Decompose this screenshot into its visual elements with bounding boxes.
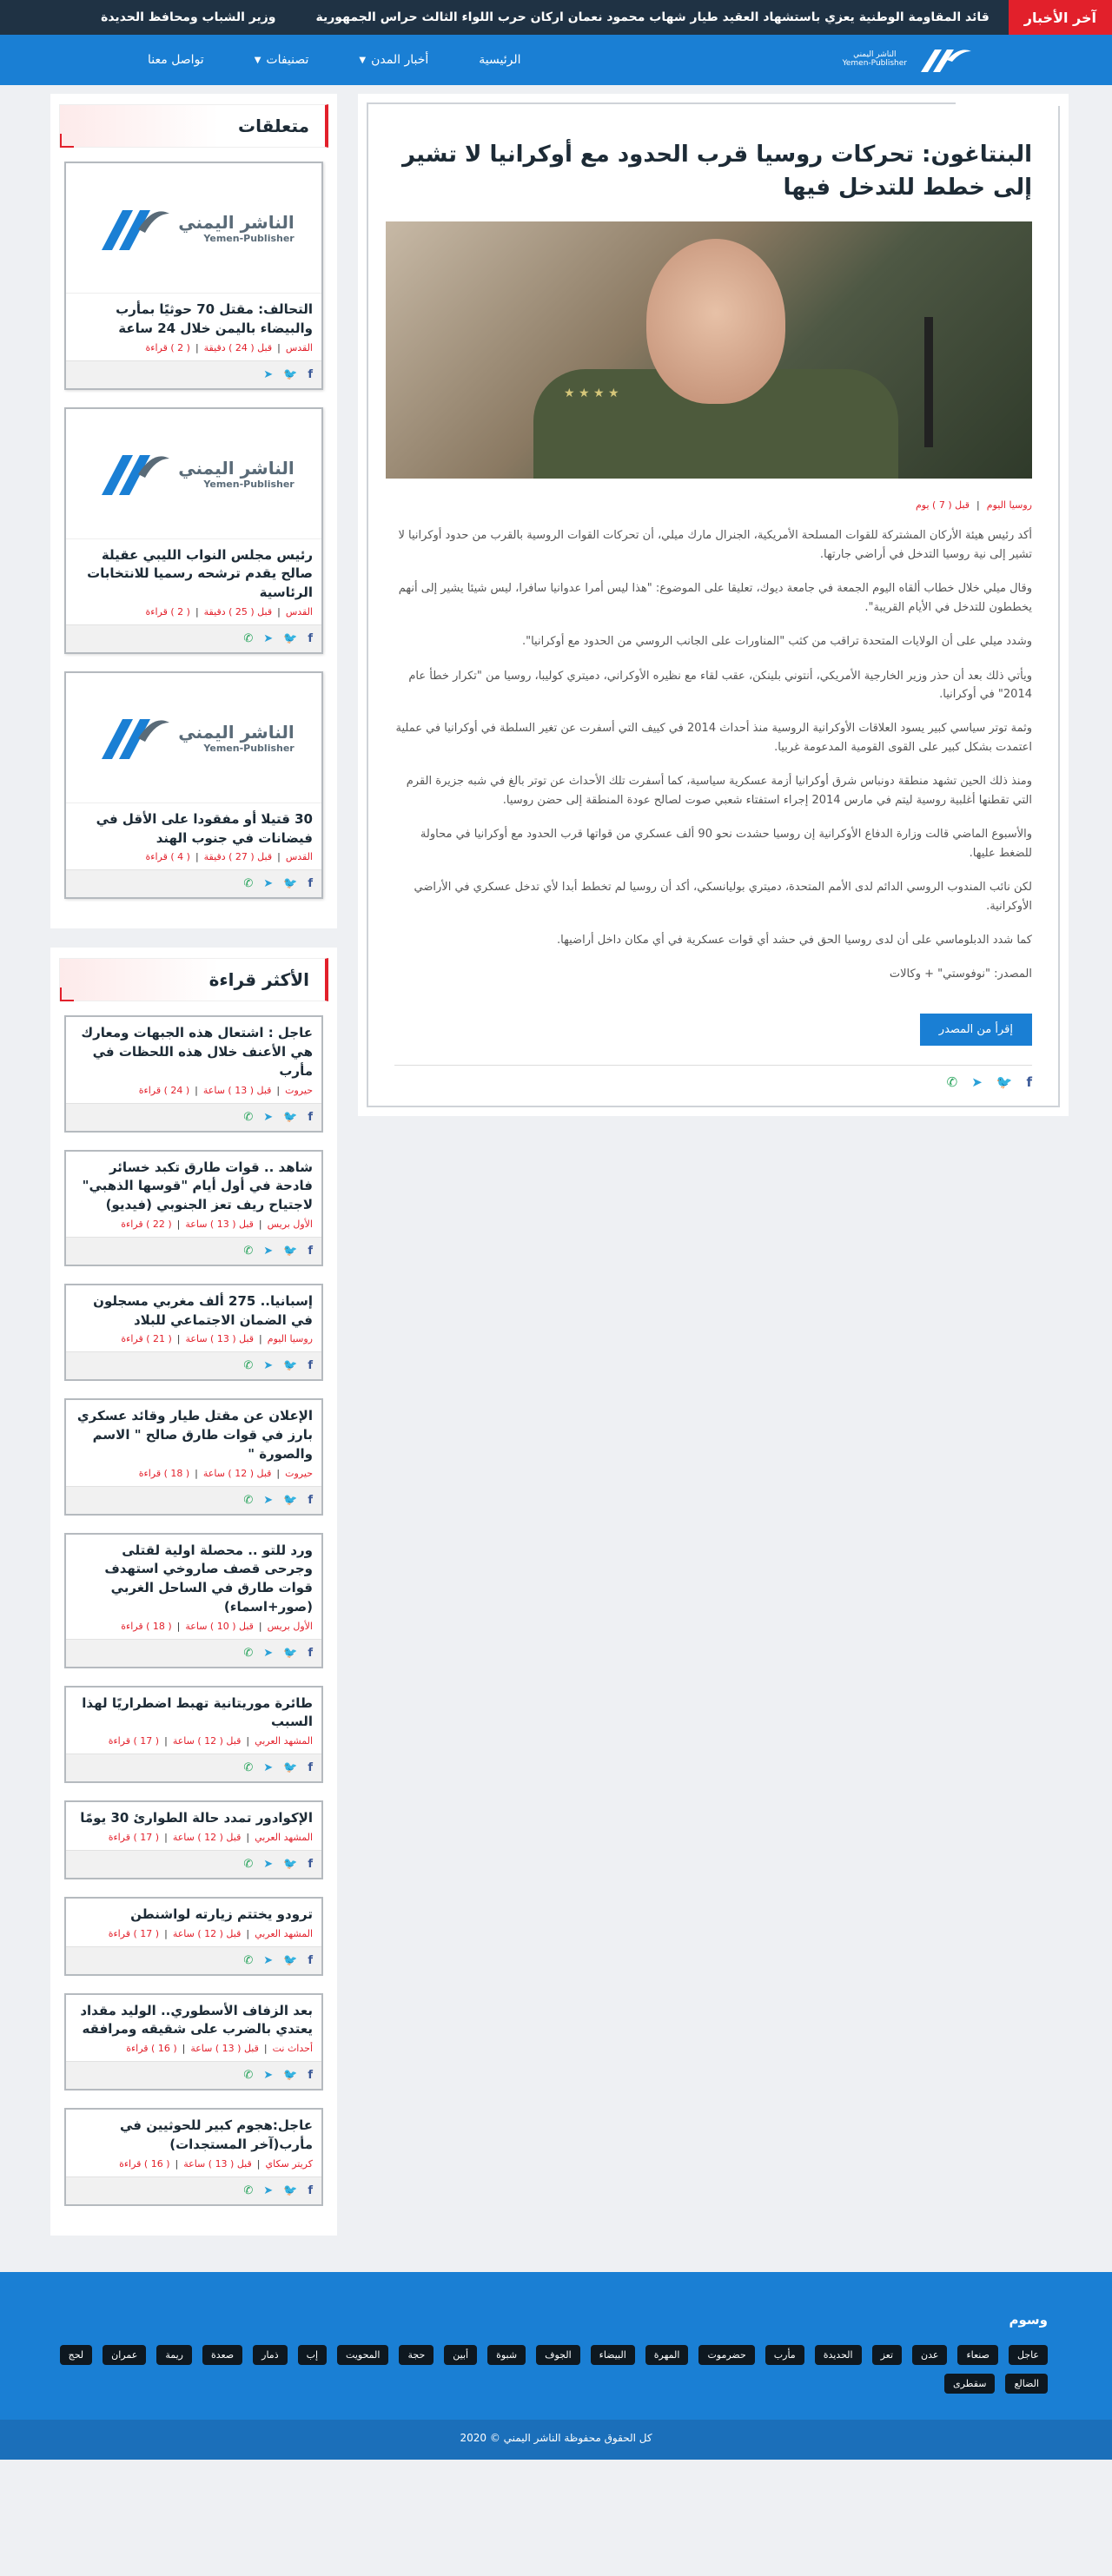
tag-chip[interactable]: صنعاء — [957, 2345, 998, 2365]
whatsapp-icon[interactable]: ✆ — [243, 1493, 254, 1507]
card-title[interactable]: طائرة موريتانية تهبط اضطراريًا لهذا السبب — [82, 1694, 313, 1730]
card-meta: كريتر سكاي | قبل ( 13 ) ساعة | ( 16 ) قراءة — [119, 2157, 313, 2170]
twitter-icon[interactable]: 🐦 — [283, 1110, 298, 1124]
facebook-icon[interactable]: f — [308, 1646, 313, 1660]
telegram-icon[interactable]: ➤ — [263, 1953, 274, 1967]
copyright: كل الحقوق محفوظة الناشر اليمني © 2020 — [0, 2420, 1112, 2460]
article-meta: روسيا اليوم | قبل ( 7 ) يوم — [916, 499, 1032, 512]
card-share-bar — [66, 1103, 321, 1131]
logo-text: الناشر اليمني Yemen-Publisher — [842, 50, 907, 68]
article-paragraph: لكن نائب المندوب الروسي الدائم لدى الأمم المتحدة، دميتري بوليانسكي، أكد أن روسيا لم تخطط أبدا لأي تدخل عسكري في الأراضي الأوكرانية. — [414, 881, 1032, 913]
facebook-icon[interactable]: f — [308, 367, 313, 381]
article-paragraph: كما شدد الدبلوماسي على أن لدى روسيا الحق في حشد أي قوات عسكرية في أي مكان داخل أراضيها. — [557, 933, 1032, 947]
card-reads: ( 18 ) قراءة — [121, 1620, 172, 1632]
tag-chip[interactable]: أبين — [444, 2345, 477, 2365]
card-title[interactable]: عاجل : اشتعال هذه الجبهات ومعارك هي الأعنف خلال هذه اللحظات في مأرب — [81, 1025, 313, 1079]
whatsapp-icon[interactable]: ✆ — [946, 1073, 958, 1090]
telegram-icon[interactable]: ➤ — [263, 1244, 274, 1258]
nav-item-home[interactable]: الرئيسية — [479, 53, 521, 67]
popular-card[interactable] — [64, 2108, 323, 2206]
related-card[interactable] — [64, 671, 323, 900]
facebook-icon[interactable]: f — [308, 2069, 313, 2082]
card-title[interactable]: الإكوادور تمدد حالة الطوارئ 30 يومًا — [80, 1810, 313, 1826]
tag-chip[interactable]: عمران — [103, 2345, 146, 2365]
card-source[interactable]: المشهد العربي — [255, 1831, 313, 1843]
card-time: قبل ( 10 ) ساعة — [185, 1620, 254, 1632]
related-card[interactable] — [64, 162, 323, 390]
card-share-bar — [66, 1486, 321, 1514]
publisher-logo-icon — [93, 443, 171, 504]
twitter-icon[interactable]: 🐦 — [283, 2069, 298, 2082]
card-time: قبل ( 13 ) ساعة — [183, 2157, 252, 2170]
card-title[interactable]: الإعلان عن مقتل طيار وقائد عسكري بارز في قوات طارق صالح " الاسم والصورة " — [76, 1408, 313, 1462]
article-paragraph: وثمة توتر سياسي كبير يسود العلاقات الأوكرانية الروسية منذ أحداث 2014 في كييف التي أسفرت عن تغير السلطة في أوكرانيا في عملية اعتمدت بشكل كبير على القوى القومية المدعومة غربيا. — [395, 722, 1032, 754]
sidebar — [50, 94, 337, 2255]
card-share-bar — [66, 1946, 321, 1974]
article-paragraph: أكد رئيس هيئة الأركان المشتركة للقوات المسلحة الأمريكية، الجنرال مارك ميلي، أن تحركات القوات الروسية بالقرب من حدود أوكرانيا لا تشير إلى نية روسيا التدخل في أراضي جارتها. — [398, 529, 1032, 561]
card-time: قبل ( 13 ) ساعة — [185, 1333, 255, 1345]
card-source[interactable]: حيروت — [285, 1467, 313, 1479]
article-paragraph: ويأتي ذلك بعد أن حذر وزير الخارجية الأمريكي، أنتوني بلينكن، عقب لقاء مع نظيره الأوكراني، دميتري كوليبا، روسيا من "تكرار خطأ عام 2014" في أوكرانيا. — [408, 669, 1032, 701]
card-reads: ( 24 ) قراءة — [138, 1084, 190, 1096]
popular-widget — [50, 948, 337, 2235]
card-title[interactable]: ورد للتو .. محصلة اولية لقتلى وجرحى قصف صاروخي استهدف قوات طارق في الساحل الغربي (صور+اسماء) — [104, 1542, 313, 1615]
chevron-down-icon: ▼ — [254, 55, 261, 65]
tag-chip[interactable]: المهرة — [645, 2345, 689, 2365]
whatsapp-icon[interactable]: ✆ — [243, 2183, 254, 2197]
tag-chip[interactable]: حجة — [399, 2345, 434, 2365]
ticker-item[interactable]: قائد المقاومة الوطنية يعزي باستشهاد العقيد طيار شهاب محمود نعمان اركان حرب اللواء الثالث حراس الجمهورية — [315, 10, 990, 24]
related-card[interactable] — [64, 407, 323, 654]
popular-card[interactable] — [64, 1015, 323, 1132]
twitter-icon[interactable]: 🐦 — [283, 367, 298, 381]
card-share-bar — [66, 1351, 321, 1379]
related-widget-title: متعلقات — [59, 104, 328, 148]
card-share-bar — [66, 2061, 321, 2089]
card-share-bar — [66, 624, 321, 652]
article-body — [394, 526, 1032, 983]
telegram-icon[interactable]: ➤ — [263, 367, 274, 381]
telegram-icon[interactable]: ➤ — [263, 1493, 274, 1507]
card-meta: روسيا اليوم | قبل ( 13 ) ساعة | ( 21 ) قراءة — [121, 1333, 313, 1345]
tag-chip[interactable]: إب — [298, 2345, 327, 2365]
article-paragraph: ومنذ ذلك الحين تشهد منطقة دونباس شرق أوكرانيا أزمة عسكرية سياسية، كما أسفرت تلك الأحداث عن توتر بالغ في شبه جزيرة القرم التي تقطنها أغلبية روسية ليتم في مارس 2014 إجراء استفتاء شعبي صوت لصالح عودة المنطقة إلى حضن روسيا. — [406, 775, 1032, 807]
main-navbar — [0, 35, 1112, 85]
article — [367, 102, 1060, 1107]
card-reads: ( 21 ) قراءة — [121, 1333, 172, 1345]
facebook-icon[interactable]: f — [308, 877, 313, 891]
telegram-icon[interactable]: ➤ — [263, 2069, 274, 2082]
tags-section — [0, 2272, 1112, 2420]
popular-card[interactable] — [64, 1398, 323, 1515]
read-source-wrap — [394, 1014, 1032, 1046]
card-meta: القدس | قبل ( 27 ) دقيقة | ( 4 ) قراءة — [145, 851, 313, 863]
tag-chip[interactable]: ذمار — [253, 2345, 287, 2365]
card-meta: أحداث نت | قبل ( 13 ) ساعة | ( 16 ) قراءة — [126, 2043, 313, 2054]
popular-widget-title: الأكثر قراءة — [59, 958, 328, 1001]
main-layout — [0, 94, 1112, 2255]
article-source[interactable]: روسيا اليوم — [986, 499, 1032, 512]
card-source[interactable]: حيروت — [285, 1084, 313, 1096]
facebook-icon[interactable]: f — [1026, 1073, 1032, 1090]
card-title[interactable]: بعد الزفاف الأسطوري.. الوليد مقداد يعتدي بالضرب على شقيقه ومرافقه — [80, 2002, 313, 2038]
telegram-icon[interactable]: ➤ — [263, 2183, 274, 2197]
card-meta: القدس | قبل ( 24 ) دقيقة | ( 2 ) قراءة — [145, 341, 313, 353]
twitter-icon[interactable]: 🐦 — [283, 877, 298, 891]
tag-chip[interactable]: الضالع — [1005, 2374, 1048, 2394]
facebook-icon[interactable]: f — [308, 1244, 313, 1258]
popular-card[interactable] — [64, 1284, 323, 1382]
card-source[interactable]: المشهد العربي — [255, 1735, 313, 1747]
publisher-logo-icon — [912, 43, 973, 77]
card-source[interactable]: أحداث نت — [272, 2043, 313, 2054]
telegram-icon[interactable]: ➤ — [263, 1857, 274, 1871]
card-title[interactable]: شاهد .. قوات طارق تكبد خسائر فادحة في أول أيام "قوسها الذهبي" لاجتياح ريف تعز الجنوبي (فيديو) — [82, 1159, 313, 1212]
article-share-bar — [394, 1065, 1032, 1090]
tag-chip[interactable]: عدن — [912, 2345, 947, 2365]
card-source[interactable]: كريتر سكاي — [265, 2157, 313, 2170]
card-title[interactable]: ترودو يختتم زيارته لواشنطن — [130, 1906, 313, 1922]
card-share-bar — [66, 869, 321, 897]
tag-chip[interactable]: لحج — [60, 2345, 93, 2365]
chevron-down-icon: ▼ — [359, 55, 367, 65]
card-meta: المشهد العربي | قبل ( 12 ) ساعة | ( 17 ) قراءة — [108, 1831, 313, 1843]
card-share-bar — [66, 1754, 321, 1781]
telegram-icon[interactable]: ➤ — [263, 1359, 274, 1373]
card-share-bar — [66, 1639, 321, 1667]
article-paragraph: والأسبوع الماضي قالت وزارة الدفاع الأوكرانية إن روسيا حشدت نحو 90 ألف عسكري من قواتها قرب الحدود مع أوكرانيا في محاولة للضغط عليها. — [420, 828, 1032, 860]
tag-chip[interactable]: المحويت — [337, 2345, 388, 2365]
card-thumbnail: الناشر اليمني Yemen-Publisher — [66, 673, 321, 803]
popular-card[interactable] — [64, 1533, 323, 1668]
article-title: البنتاغون: تحركات روسيا قرب الحدود مع أوكرانيا لا تشير إلى خطط للتدخل فيها — [401, 142, 1032, 201]
card-meta: القدس | قبل ( 25 ) دقيقة | ( 2 ) قراءة — [145, 605, 313, 618]
telegram-icon[interactable]: ➤ — [263, 877, 274, 891]
card-time: قبل ( 12 ) ساعة — [172, 1927, 242, 1939]
tag-chip[interactable]: شبوة — [487, 2345, 526, 2365]
whatsapp-icon[interactable]: ✆ — [243, 1110, 254, 1124]
card-source[interactable]: روسيا اليوم — [267, 1333, 313, 1345]
facebook-icon[interactable]: f — [308, 1953, 313, 1967]
whatsapp-icon[interactable]: ✆ — [243, 1244, 254, 1258]
card-meta: حيروت | قبل ( 13 ) ساعة | ( 24 ) قراءة — [138, 1084, 313, 1096]
tag-chip[interactable]: حضرموت — [698, 2345, 754, 2365]
tag-chip[interactable]: تعز — [872, 2345, 902, 2365]
card-reads: ( 18 ) قراءة — [138, 1467, 190, 1479]
tag-chip[interactable]: عاجل — [1009, 2345, 1048, 2365]
popular-card[interactable] — [64, 1800, 323, 1879]
card-title[interactable]: 30 قتيلا أو مفقودا على الأقل في فيضانات في جنوب الهند — [96, 810, 313, 846]
tags-title: وسوم — [1009, 2311, 1048, 2328]
telegram-icon[interactable]: ➤ — [263, 1110, 274, 1124]
telegram-icon[interactable]: ➤ — [971, 1073, 983, 1090]
related-widget — [50, 94, 337, 928]
twitter-icon[interactable]: 🐦 — [283, 1244, 298, 1258]
card-reads: ( 17 ) قراءة — [108, 1831, 160, 1843]
tag-chip[interactable]: البيضاء — [591, 2345, 635, 2365]
card-share-bar — [66, 360, 321, 388]
card-time: قبل ( 13 ) ساعة — [185, 1218, 254, 1230]
twitter-icon[interactable]: 🐦 — [283, 1761, 298, 1774]
popular-card[interactable] — [64, 1897, 323, 1976]
popular-card[interactable] — [64, 1150, 323, 1266]
telegram-icon[interactable]: ➤ — [263, 631, 274, 645]
card-time: قبل ( 12 ) ساعة — [172, 1831, 242, 1843]
card-title[interactable]: رئيس مجلس النواب الليبي عقيلة صالح يقدم ترشحه رسميا للانتخابات الرئاسية — [87, 546, 313, 600]
card-reads: ( 17 ) قراءة — [108, 1735, 160, 1747]
twitter-icon[interactable]: 🐦 — [996, 1073, 1013, 1090]
card-title[interactable]: عاجل:هجوم كبير للحوثيين في مأرب(آخر المستجدات) — [120, 2117, 313, 2152]
facebook-icon[interactable]: f — [308, 1857, 313, 1871]
facebook-icon[interactable]: f — [308, 1761, 313, 1774]
card-reads: ( 22 ) قراءة — [121, 1218, 172, 1230]
whatsapp-icon[interactable]: ✆ — [243, 1646, 254, 1660]
facebook-icon[interactable]: f — [308, 2183, 313, 2197]
article-paragraph: وقال ميلي خلال خطاب ألقاه اليوم الجمعة في جامعة ديوك، تعليقا على الموضوع: "هذا ليس أمرا عدوانيا سافرا، ليس شيئا يشير إلى أنهم يخططون للتدخل في الأيام القريبة". — [398, 582, 1032, 614]
card-share-bar — [66, 1850, 321, 1878]
card-reads: ( 17 ) قراءة — [108, 1927, 160, 1939]
popular-card[interactable] — [64, 1686, 323, 1784]
nav-item-cities[interactable]: أخبار المدن ▼ — [359, 53, 429, 67]
whatsapp-icon[interactable]: ✆ — [243, 631, 254, 645]
article-column — [358, 94, 1069, 1116]
card-reads: ( 16 ) قراءة — [119, 2157, 170, 2170]
card-time: قبل ( 13 ) ساعة — [190, 2043, 259, 2054]
card-time: قبل ( 12 ) ساعة — [202, 1467, 272, 1479]
card-share-bar — [66, 1237, 321, 1265]
tag-chip[interactable]: ريمة — [156, 2345, 192, 2365]
card-source[interactable]: المشهد العربي — [255, 1927, 313, 1939]
ticker-items — [101, 10, 1009, 24]
tags-list — [52, 2345, 1060, 2394]
nav-item-contact[interactable]: تواصل معنا — [148, 53, 204, 67]
publisher-logo-icon — [93, 198, 171, 259]
ticker-label: آخر الأخبار — [1009, 0, 1112, 35]
article-paragraph: وشدد ميلي على أن الولايات المتحدة تراقب من كثب "المناورات على الجانب الروسي من الحدود مع أوكرانيا". — [521, 635, 1032, 649]
breaking-news-ticker — [0, 0, 1112, 35]
card-time: قبل ( 13 ) ساعة — [202, 1084, 272, 1096]
facebook-icon[interactable]: f — [308, 1493, 313, 1507]
twitter-icon[interactable]: 🐦 — [283, 2183, 298, 2197]
popular-card[interactable] — [64, 1993, 323, 2091]
twitter-icon[interactable]: 🐦 — [283, 1857, 298, 1871]
article-image: ★ ★ ★ ★ — [386, 221, 1032, 479]
card-time: قبل ( 12 ) ساعة — [172, 1735, 242, 1747]
whatsapp-icon[interactable]: ✆ — [243, 2069, 254, 2082]
tag-chip[interactable]: مأرب — [765, 2345, 804, 2365]
site-logo[interactable] — [843, 43, 973, 77]
card-meta: المشهد العربي | قبل ( 12 ) ساعة | ( 17 ) قراءة — [108, 1735, 313, 1747]
telegram-icon[interactable]: ➤ — [263, 1646, 274, 1660]
twitter-icon[interactable]: 🐦 — [283, 1359, 298, 1373]
facebook-icon[interactable]: f — [308, 631, 313, 645]
publisher-logo-icon — [93, 707, 171, 768]
tag-chip[interactable]: الحديدة — [815, 2345, 862, 2365]
tag-chip[interactable]: صعدة — [202, 2345, 242, 2365]
ticker-item[interactable]: وزير الشباب ومحافظ الحديدة — [101, 10, 276, 24]
card-meta: المشهد العربي | قبل ( 12 ) ساعة | ( 17 ) قراءة — [108, 1927, 313, 1939]
card-meta: الأول بريس | قبل ( 13 ) ساعة | ( 22 ) قراءة — [121, 1218, 313, 1230]
card-title[interactable]: التحالف: مقتل 70 حوثيًا بمأرب والبيضاء باليمن خلال 24 ساعة — [116, 301, 313, 336]
card-reads: ( 16 ) قراءة — [126, 2043, 177, 2054]
telegram-icon[interactable]: ➤ — [263, 1761, 274, 1774]
card-meta: حيروت | قبل ( 12 ) ساعة | ( 18 ) قراءة — [138, 1467, 313, 1479]
twitter-icon[interactable]: 🐦 — [283, 1646, 298, 1660]
article-time: قبل ( 7 ) يوم — [916, 499, 970, 512]
card-share-bar — [66, 2176, 321, 2204]
card-meta: الأول بريس | قبل ( 10 ) ساعة | ( 18 ) قراءة — [121, 1620, 313, 1632]
card-source[interactable]: الأول بريس — [267, 1620, 313, 1632]
tag-chip[interactable]: الجوف — [536, 2345, 580, 2365]
card-title[interactable]: إسبانيا.. 275 ألف مغربي مسجلون في الضمان الاجتماعي للبلاد — [93, 1292, 313, 1328]
tag-chip[interactable]: سقطرى — [944, 2374, 995, 2394]
nav-item-categories[interactable]: تصنيفات ▼ — [254, 53, 309, 67]
article-source-credit: المصدر: "نوفوستي" + وكالات — [889, 968, 1032, 981]
twitter-icon[interactable]: 🐦 — [283, 631, 298, 645]
whatsapp-icon[interactable]: ✆ — [243, 1857, 254, 1871]
read-source-button[interactable]: إقرأ من المصدر — [920, 1014, 1032, 1046]
facebook-icon[interactable]: f — [308, 1110, 313, 1124]
whatsapp-icon[interactable]: ✆ — [243, 1761, 254, 1774]
card-thumbnail: الناشر اليمني Yemen-Publisher — [66, 409, 321, 539]
card-source[interactable]: الأول بريس — [267, 1218, 313, 1230]
whatsapp-icon[interactable]: ✆ — [243, 1953, 254, 1967]
whatsapp-icon[interactable]: ✆ — [243, 877, 254, 891]
popular-list — [59, 1015, 328, 2205]
nav-menu — [148, 53, 520, 67]
facebook-icon[interactable]: f — [308, 1359, 313, 1373]
twitter-icon[interactable]: 🐦 — [283, 1953, 298, 1967]
card-thumbnail: الناشر اليمني Yemen-Publisher — [66, 163, 321, 294]
whatsapp-icon[interactable]: ✆ — [243, 1359, 254, 1373]
twitter-icon[interactable]: 🐦 — [283, 1493, 298, 1507]
